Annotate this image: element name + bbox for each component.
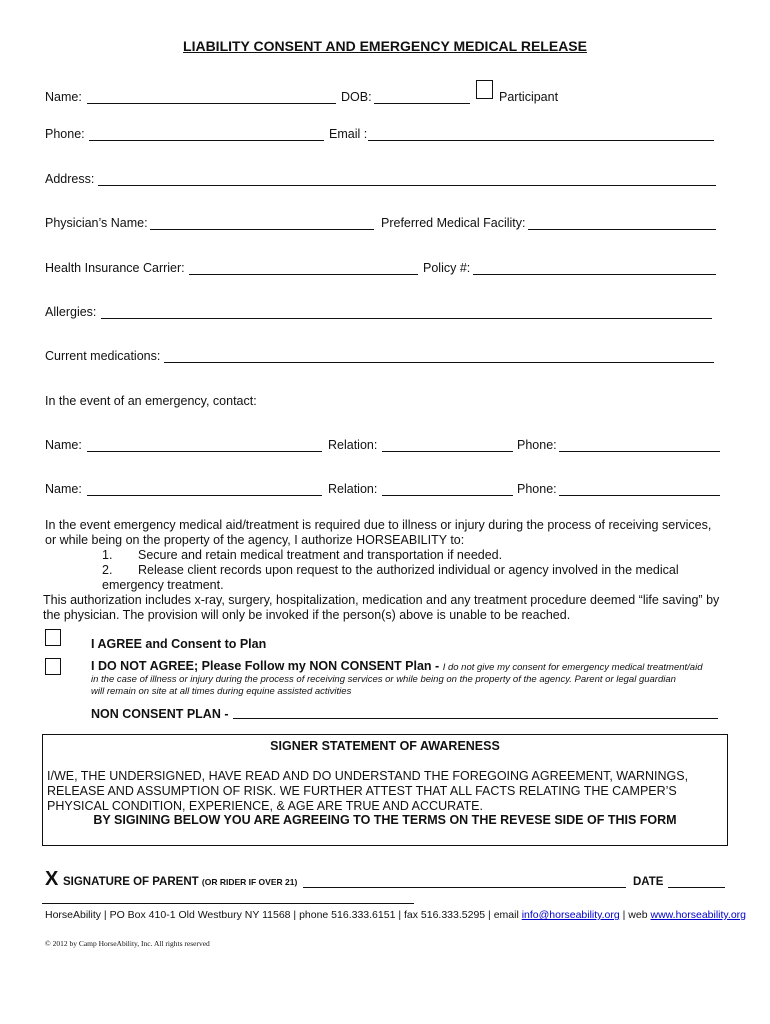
signature-field[interactable]: [303, 887, 626, 888]
address-label: Address:: [45, 172, 95, 186]
copyright: © 2012 by Camp HorseAbility, Inc. All rights reserved: [45, 939, 210, 948]
contact1-name-field[interactable]: [87, 451, 322, 452]
footer-web-link[interactable]: www.horseability.org: [650, 909, 746, 921]
signature-label: SIGNATURE OF PARENT (OR RIDER IF OVER 21): [63, 876, 298, 888]
contact1-phone-field[interactable]: [559, 451, 720, 452]
name-label: Name:: [45, 90, 82, 104]
contact2-phone-label: Phone:: [517, 482, 557, 496]
address-field[interactable]: [98, 185, 716, 186]
awareness-line-3: PHYSICAL CONDITION, EXPERIENCE, & AGE ARE TRUE AND ACCURATE.: [47, 799, 483, 813]
contact1-phone-label: Phone:: [517, 438, 557, 452]
name-field[interactable]: [87, 103, 336, 104]
signature-x-mark: X: [45, 868, 59, 890]
physician-field[interactable]: [150, 229, 374, 230]
policy-label: Policy #:: [423, 261, 471, 275]
contact1-relation-label: Relation:: [328, 438, 378, 452]
auth-item-1: 1. Secure and retain medical treatment and transportation if needed.: [102, 548, 503, 562]
date-field[interactable]: [668, 887, 725, 888]
auth-item-2: 2. Release client records upon request to the authorized individual or agency involved in the medical: [102, 563, 679, 577]
awareness-body: [47, 769, 688, 814]
auth-line-4: the physician. The provision will only be invoked if the person(s) above is unable to be reached.: [43, 608, 571, 622]
insurance-field[interactable]: [189, 274, 418, 275]
non-consent-plan-field[interactable]: [233, 718, 718, 719]
awareness-heading: SIGNER STATEMENT OF AWARENESS: [270, 739, 500, 753]
awareness-line-2: RELEASE AND ASSUMPTION OF RISK. WE FURTHER ATTEST THAT ALL FACTS RELATING THE CAMPER’S: [47, 784, 677, 798]
disagree-note-3: will remain on site at all times during equine assisted activities: [91, 686, 352, 697]
contact2-relation-field[interactable]: [382, 495, 513, 496]
footer-divider: [42, 903, 414, 904]
disagree-block: [91, 660, 731, 698]
auth-line-3: This authorization includes x-ray, surgery, hospitalization, medication and any treatment procedure deemed “life saving” by: [43, 593, 720, 607]
agree-checkbox[interactable]: [45, 629, 61, 646]
awareness-box: [42, 734, 728, 846]
contact2-relation-label: Relation:: [328, 482, 378, 496]
participant-label: Participant: [499, 90, 559, 104]
date-label: DATE: [633, 876, 664, 888]
phone-label: Phone:: [45, 127, 85, 141]
awareness-line-4: BY SIGINING BELOW YOU ARE AGREEING TO THE TERMS ON THE REVESE SIDE OF THIS FORM: [93, 813, 677, 827]
physician-label: Physician’s Name:: [45, 216, 148, 230]
medications-label: Current medications:: [45, 349, 161, 363]
dob-field[interactable]: [374, 103, 470, 104]
participant-checkbox[interactable]: [476, 80, 493, 99]
form-title: LIABILITY CONSENT AND EMERGENCY MEDICAL RELEASE: [183, 38, 587, 54]
agree-label: I AGREE and Consent to Plan: [91, 637, 267, 651]
email-label: Email :: [329, 127, 368, 141]
medications-field[interactable]: [164, 362, 714, 363]
insurance-label: Health Insurance Carrier:: [45, 261, 185, 275]
disagree-checkbox[interactable]: [45, 658, 61, 675]
auth-item-2-cont: emergency treatment.: [102, 578, 224, 592]
facility-label: Preferred Medical Facility:: [381, 216, 526, 230]
policy-field[interactable]: [473, 274, 716, 275]
awareness-line-1: I/WE, THE UNDERSIGNED, HAVE READ AND DO UNDERSTAND THE FOREGOING AGREEMENT, WARNINGS,: [47, 769, 689, 783]
phone-field[interactable]: [89, 140, 324, 141]
contact1-relation-field[interactable]: [382, 451, 513, 452]
emergency-contact-heading: In the event of an emergency, contact:: [45, 394, 257, 408]
footer-contact: HorseAbility | PO Box 410-1 Old Westbury NY 11568 | phone 516.333.6151 | fax 516.333.5295 | email info@horseability.org | web www.horseability.org: [45, 909, 746, 921]
disagree-note-2: in the case of illness or injury during the process of receiving services or while being on the property of the agency. Parent or legal guardian: [91, 674, 676, 685]
facility-field[interactable]: [528, 229, 716, 230]
contact2-name-field[interactable]: [87, 495, 322, 496]
disagree-label: I DO NOT AGREE; Please Follow my NON CONSENT Plan -: [91, 659, 440, 673]
contact2-phone-field[interactable]: [559, 495, 720, 496]
authorization-paragraph: [45, 518, 735, 623]
dob-label: DOB:: [341, 90, 372, 104]
disagree-note-1: I do not give my consent for emergency medical treatment/aid: [442, 662, 703, 673]
email-field[interactable]: [368, 140, 714, 141]
contact1-name-label: Name:: [45, 438, 82, 452]
non-consent-plan-label: NON CONSENT PLAN -: [91, 707, 229, 721]
contact2-name-label: Name:: [45, 482, 82, 496]
auth-line-2: or while being on the property of the agency, I authorize HORSEABILITY to:: [45, 533, 465, 547]
auth-line-1: In the event emergency medical aid/treatment is required due to illness or injury during the process of receiving services,: [45, 518, 712, 532]
allergies-label: Allergies:: [45, 305, 97, 319]
allergies-field[interactable]: [101, 318, 712, 319]
footer-email-link[interactable]: info@horseability.org: [521, 909, 620, 921]
